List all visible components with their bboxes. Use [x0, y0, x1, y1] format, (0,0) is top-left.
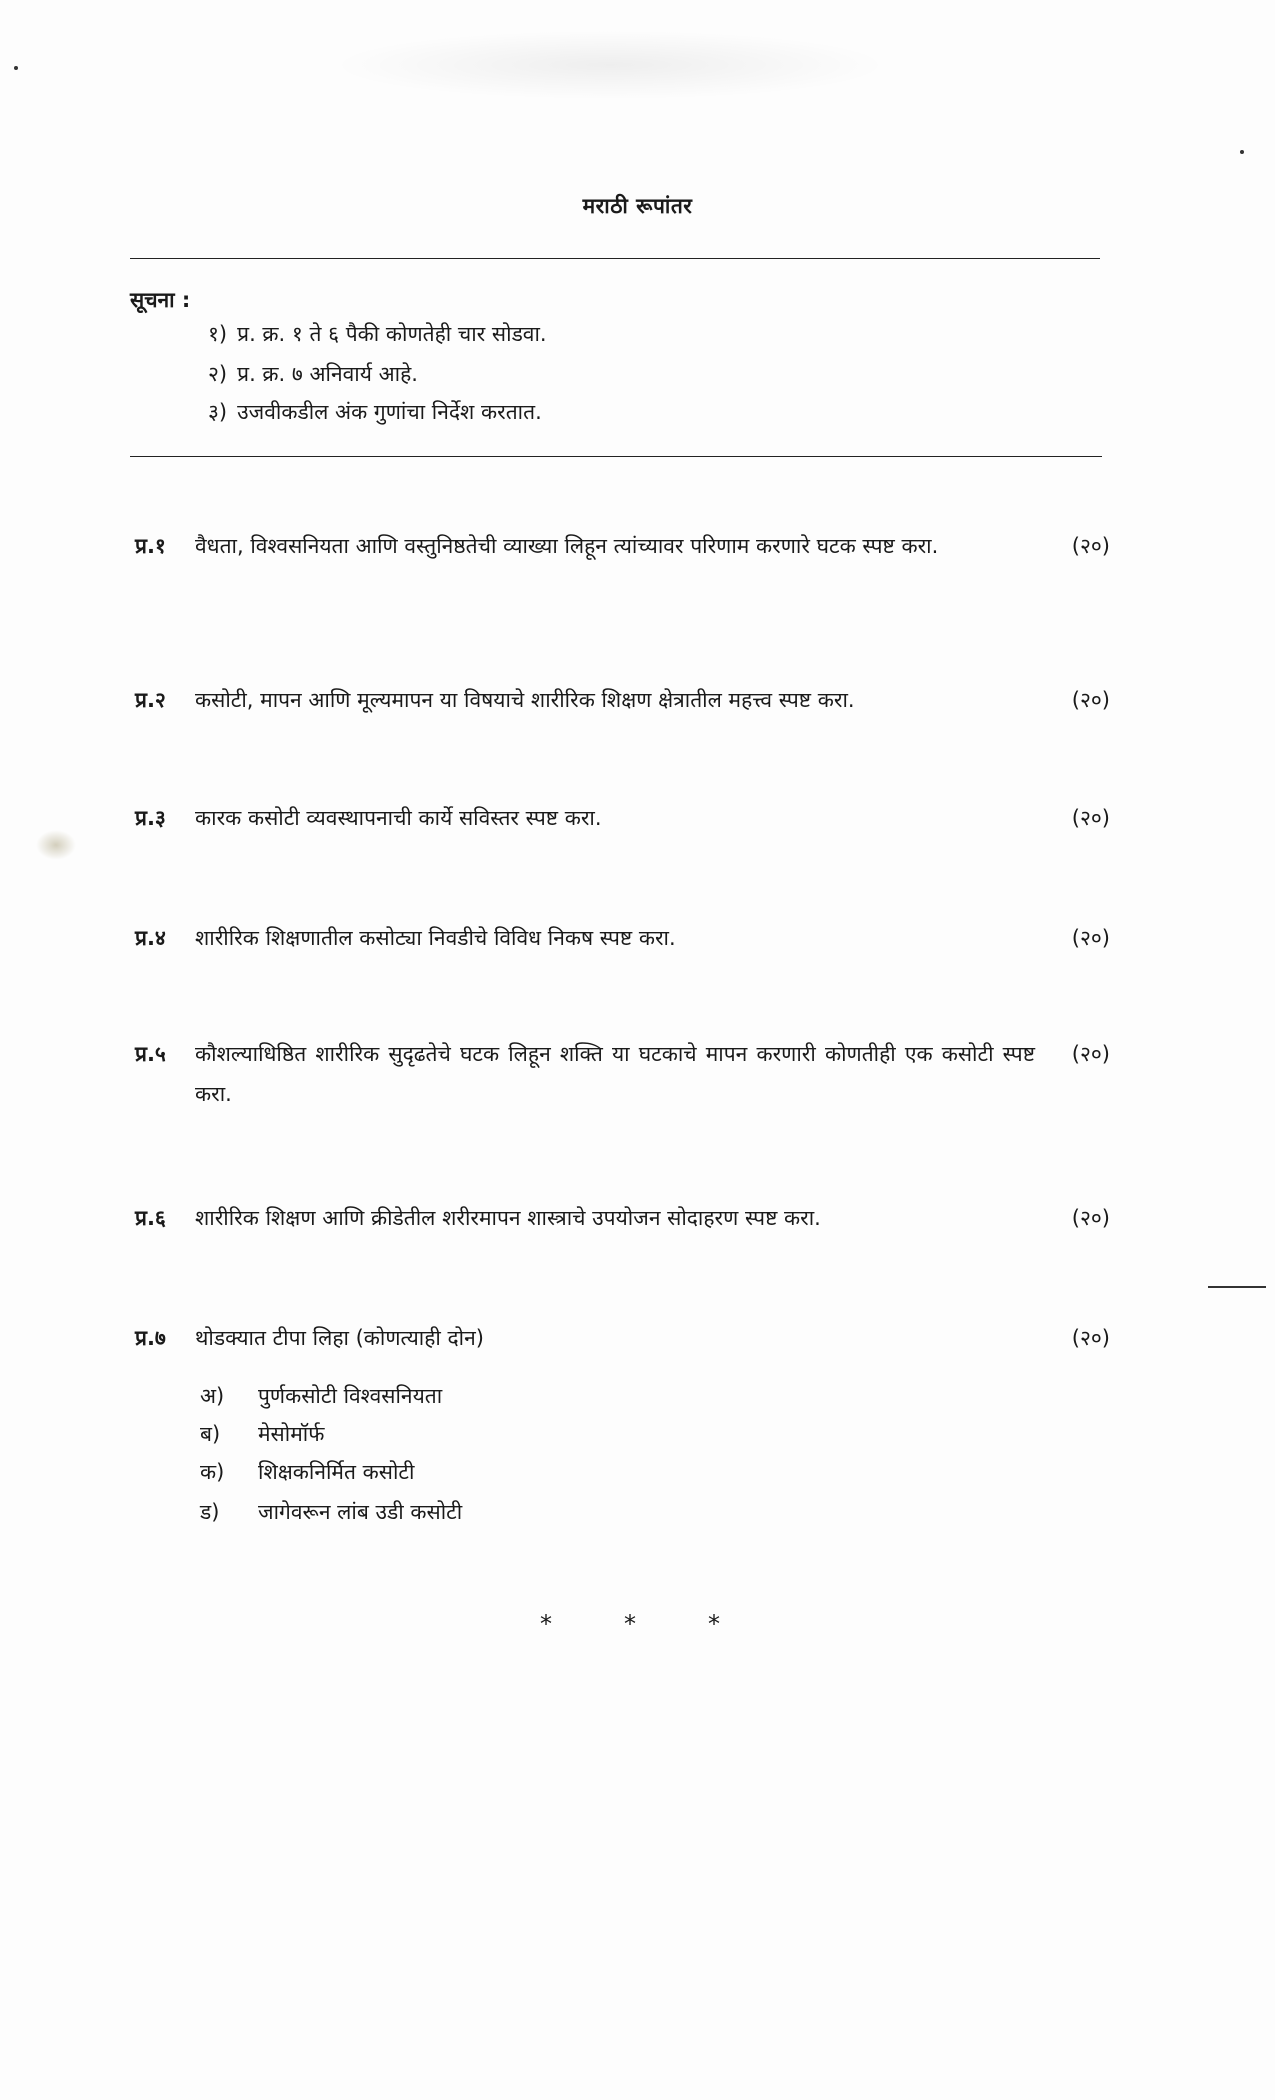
sub-item-text: मेसोमॉर्फ — [258, 1422, 325, 1446]
sub-item-text: पुर्णकसोटी विश्वसनियता — [258, 1384, 443, 1408]
question-marks: (२०) — [1071, 926, 1110, 950]
divider-bottom — [130, 456, 1102, 457]
margin-dash — [1208, 1286, 1266, 1288]
margin-dot — [1240, 150, 1244, 154]
question-text: शारीरिक शिक्षण आणि क्रीडेतील शरीरमापन शास्त्राचे उपयोजन सोदाहरण स्पष्ट करा. — [195, 1206, 821, 1230]
question-text: शारीरिक शिक्षणातील कसोट्या निवडीचे विविध निकष स्पष्ट करा. — [195, 926, 676, 950]
sub-item-marker: ड) — [200, 1500, 220, 1524]
instruction-item — [208, 320, 547, 348]
instruction-text: प्र. क्र. १ ते ६ पैकी कोणतेही चार सोडवा. — [237, 322, 547, 346]
sub-item-text: शिक्षकनिर्मित कसोटी — [258, 1460, 415, 1484]
question-text: वैधता, विश्वसनियता आणि वस्तुनिष्ठतेची व्याख्या लिहून त्यांच्यावर परिणाम करणारे घटक स्पष्ट करा. — [195, 534, 939, 558]
sub-item-text: जागेवरून लांब उडी कसोटी — [258, 1500, 463, 1524]
instruction-marker: १) — [208, 322, 228, 346]
end-mark: * — [708, 1610, 720, 1638]
question-marks: (२०) — [1071, 1326, 1110, 1350]
question-marks: (२०) — [1071, 534, 1110, 558]
instructions-heading: सूचना : — [130, 288, 191, 312]
divider-top — [130, 258, 1100, 259]
question-marks: (२०) — [1071, 688, 1110, 712]
end-mark: * — [624, 1610, 636, 1638]
sub-item-marker: ब) — [200, 1422, 221, 1446]
question-number: प्र.६ — [135, 1206, 166, 1230]
sub-item — [200, 1498, 462, 1526]
instruction-text: उजवीकडील अंक गुणांचा निर्देश करतात. — [237, 400, 542, 424]
question-number: प्र.५ — [135, 1042, 166, 1066]
question-number: प्र.१ — [135, 534, 166, 558]
question-text: कौशल्याधिष्ठित शारीरिक सुदृढतेचे घटक लिहून शक्ति या घटकाचे मापन करणारी कोणतीही एक कसोटी स्पष्ट करा. — [195, 1042, 1035, 1106]
margin-dot — [14, 66, 18, 70]
question-number: प्र.४ — [135, 926, 166, 950]
question-marks: (२०) — [1071, 1042, 1110, 1066]
instruction-item — [208, 360, 418, 388]
question-number: प्र.७ — [135, 1326, 166, 1350]
page-title: मराठी रूपांतर — [582, 194, 693, 218]
sub-item — [200, 1382, 442, 1410]
instruction-marker: २) — [208, 362, 228, 386]
question-text: कसोटी, मापन आणि मूल्यमापन या विषयाचे शारीरिक शिक्षण क्षेत्रातील महत्त्व स्पष्ट करा. — [195, 688, 855, 712]
question-marks: (२०) — [1071, 806, 1110, 830]
question-marks: (२०) — [1071, 1206, 1110, 1230]
instruction-item — [208, 398, 542, 426]
end-mark: * — [540, 1610, 552, 1638]
question-number: प्र.२ — [135, 688, 166, 712]
sub-item-marker: क) — [200, 1460, 225, 1484]
end-of-paper-marks — [540, 1610, 720, 1638]
sub-item-marker: अ) — [200, 1384, 225, 1408]
instruction-text: प्र. क्र. ७ अनिवार्य आहे. — [237, 362, 418, 386]
scan-smudge — [330, 30, 890, 100]
sub-item — [200, 1458, 414, 1486]
instruction-marker: ३) — [208, 400, 228, 424]
sub-item — [200, 1420, 324, 1448]
question-number: प्र.३ — [135, 806, 166, 830]
paper-stain — [36, 830, 76, 860]
question-text: कारक कसोटी व्यवस्थापनाची कार्ये सविस्तर स्पष्ट करा. — [195, 806, 602, 830]
question-text: थोडक्यात टीपा लिहा (कोणत्याही दोन) — [195, 1326, 484, 1350]
